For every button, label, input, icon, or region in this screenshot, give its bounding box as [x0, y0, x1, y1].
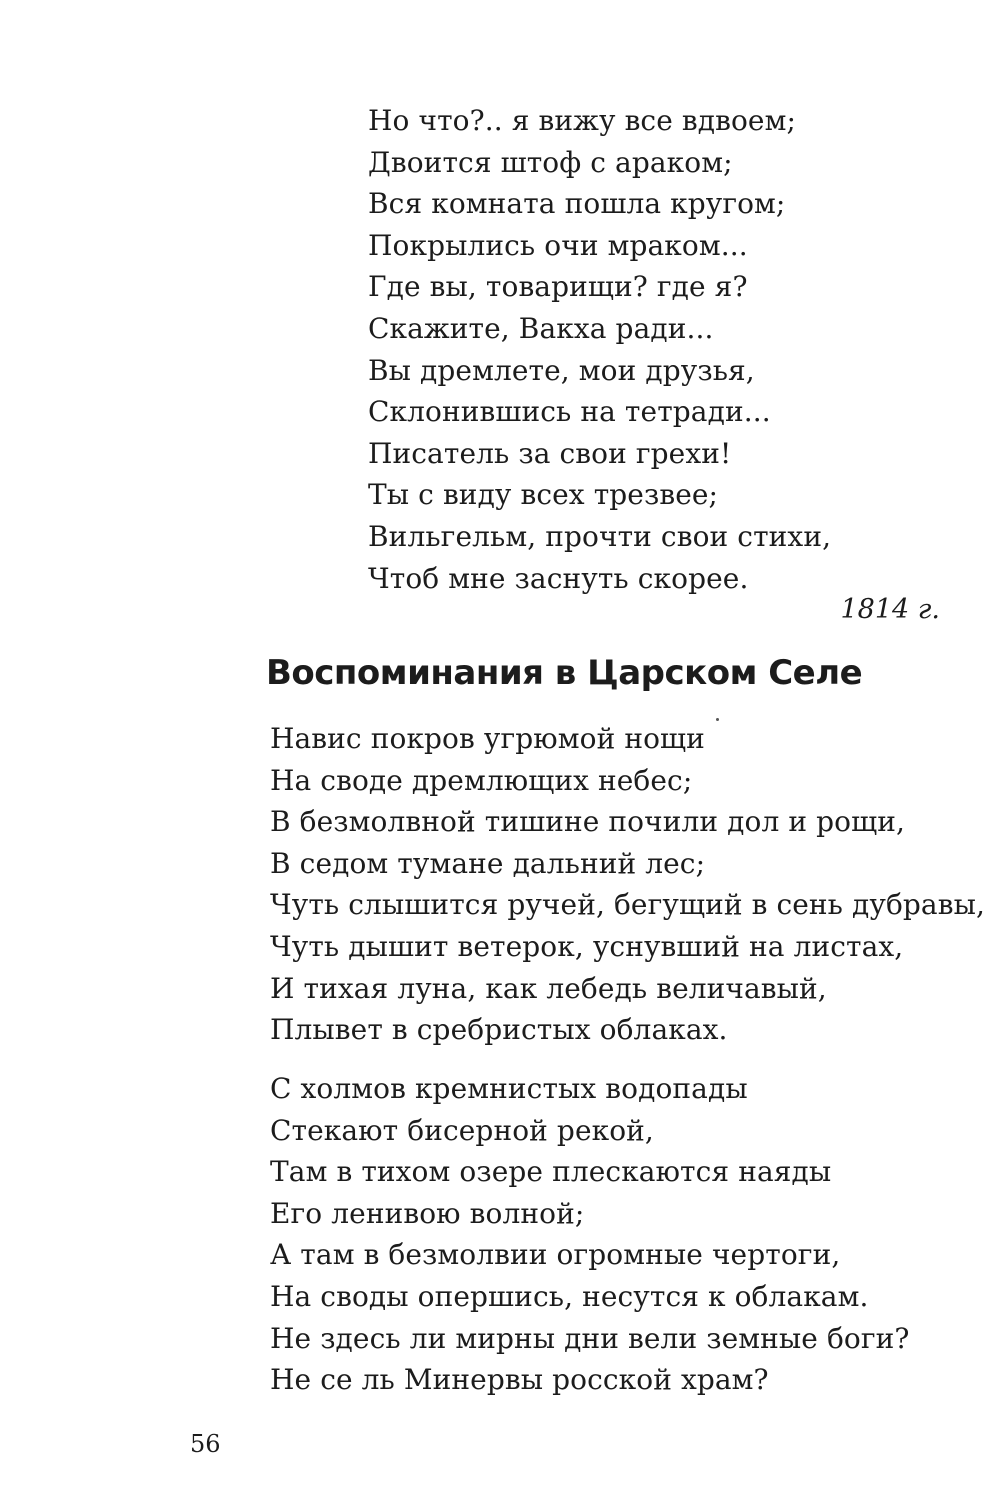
verse-line: Чуть слышится ручей, бегущий в сень дубравы, [270, 888, 985, 922]
poem-stanza-1 [270, 718, 985, 1051]
verse-line: Покрылись очи мраком... [368, 228, 748, 262]
verse-line: На своде дремлющих небес; [270, 763, 693, 797]
verse-line: Плывет в сребристых облаках. [270, 1013, 728, 1047]
poem-ending-stanza [368, 100, 831, 599]
verse-line: Скажите, Вакха ради... [368, 311, 714, 345]
poem-stanza-2 [270, 1068, 910, 1401]
page-number: 56 [190, 1430, 221, 1458]
verse-line: Не здесь ли мирны дни вели земные боги? [270, 1321, 910, 1355]
verse-line: Его ленивою волной; [270, 1196, 585, 1230]
verse-line: В безмолвной тишине почили дол и рощи, [270, 805, 905, 839]
verse-line: Склонившись на тетради... [368, 395, 771, 429]
verse-line: Ты с виду всех трезвее; [368, 478, 719, 512]
verse-line: Навис покров угрюмой нощи [270, 722, 705, 755]
verse-line: Стекают бисерной рекой, [270, 1113, 654, 1147]
verse-line: А там в безмолвии огромные чертоги, [270, 1238, 841, 1272]
verse-line: С холмов кремнистых водопады [270, 1072, 748, 1105]
verse-line: Вильгельм, прочти свои стихи, [368, 519, 832, 553]
verse-line: В седом тумане дальний лес; [270, 846, 706, 880]
verse-line: И тихая луна, как лебедь величавый, [270, 971, 827, 1005]
verse-line: Но что?.. я вижу все вдвоем; [368, 104, 796, 137]
verse-line: Не се ль Минервы росской храм? [270, 1363, 769, 1397]
verse-line: Двоится штоф с араком; [368, 145, 733, 179]
verse-line: Вы дремлете, мои друзья, [368, 353, 755, 387]
verse-line: Где вы, товарищи? где я? [368, 270, 748, 304]
verse-line: Чуть дышит ветерок, уснувший на листах, [270, 929, 904, 963]
poem-title: Воспоминания в Царском Селе [266, 653, 863, 693]
verse-line: Писатель за свои грехи! [368, 436, 732, 470]
verse-line: Вся комната пошла кругом; [368, 187, 786, 221]
poem-date: 1814 г. [840, 594, 940, 625]
verse-line: На своды опершись, несутся к облакам. [270, 1279, 869, 1313]
verse-line: Чтоб мне заснуть скорее. [368, 561, 749, 595]
verse-line: Там в тихом озере плескаются наяды [270, 1155, 832, 1189]
